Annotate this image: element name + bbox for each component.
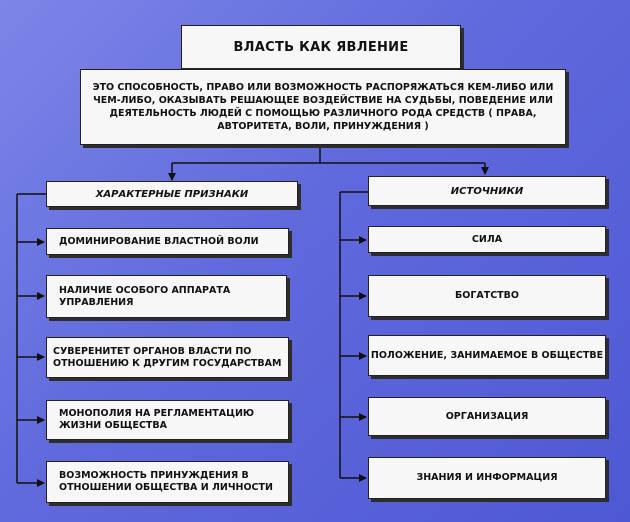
feature-item-text: НАЛИЧИЕ ОСОБОГО АППАРАТА УПРАВЛЕНИЯ [59,284,231,308]
title-box [181,25,461,69]
feature-item [46,337,289,378]
feature-item-text: МОНОПОЛИЯ НА РЕГЛАМЕНТАЦИЮ ЖИЗНИ ОБЩЕСТВА [59,408,255,431]
feature-item [46,461,289,503]
left-header-text: ХАРАКТЕРНЫЕ ПРИЗНАКИ [95,188,249,200]
source-item-text: СИЛА [471,233,503,245]
source-item [368,397,606,436]
left-header-box [46,181,298,207]
source-item-text: БОГАТСТВО [455,290,519,301]
feature-item-text: ДОМИНИРОВАНИЕ ВЛАСТНОЙ ВОЛИ [59,235,259,247]
definition-text: ЭТО СПОСОБНОСТЬ, ПРАВО ИЛИ ВОЗМОЖНОСТЬ РАСПОРЯЖАТЬСЯ КЕМ-ЛИБО ИЛИ ЧЕМ-ЛИБО, ОКАЗЫВАТЬ РЕШАЮЩЕЕ ВОЗДЕЙСТВИЕ НА СУДЬБЫ, ПОВЕДЕНИЕ ИЛИ ДЕЯТЕЛЬНОСТЬ ЛЮДЕЙ С ПОМОЩЬЮ РАЗЛИЧНОГО РОДА СРЕДСТВ ( ПРАВА, АВТОРИТЕТА, ВОЛИ, ПРИНУЖДЕНИЯ ) [92,82,554,132]
source-item [368,226,606,253]
feature-item-text: СУВЕРЕНИТЕТ ОРГАНОВ ВЛАСТИ ПО ОТНОШЕНИЮ К ДРУГИМ ГОСУДАРСТВАМ [53,345,282,369]
source-item-text: ОРГАНИЗАЦИЯ [445,410,529,422]
source-item [368,275,606,317]
definition-box [80,69,566,145]
source-item [368,335,606,376]
right-header-text: ИСТОЧНИКИ [450,185,524,197]
source-item-text: ЗНАНИЯ И ИНФОРМАЦИЯ [416,472,558,483]
feature-item [46,275,287,318]
title-text: ВЛАСТЬ КАК ЯВЛЕНИЕ [233,39,409,55]
feature-item [46,228,289,255]
feature-item-text: ВОЗМОЖНОСТЬ ПРИНУЖДЕНИЯ В ОТНОШЕНИИ ОБЩЕСТВА И ЛИЧНОСТИ [59,470,273,493]
source-item [368,457,606,499]
source-item-text: ПОЛОЖЕНИЕ, ЗАНИМАЕМОЕ В ОБЩЕСТВЕ [370,349,604,361]
right-header-box [368,176,606,206]
feature-item [46,400,289,440]
